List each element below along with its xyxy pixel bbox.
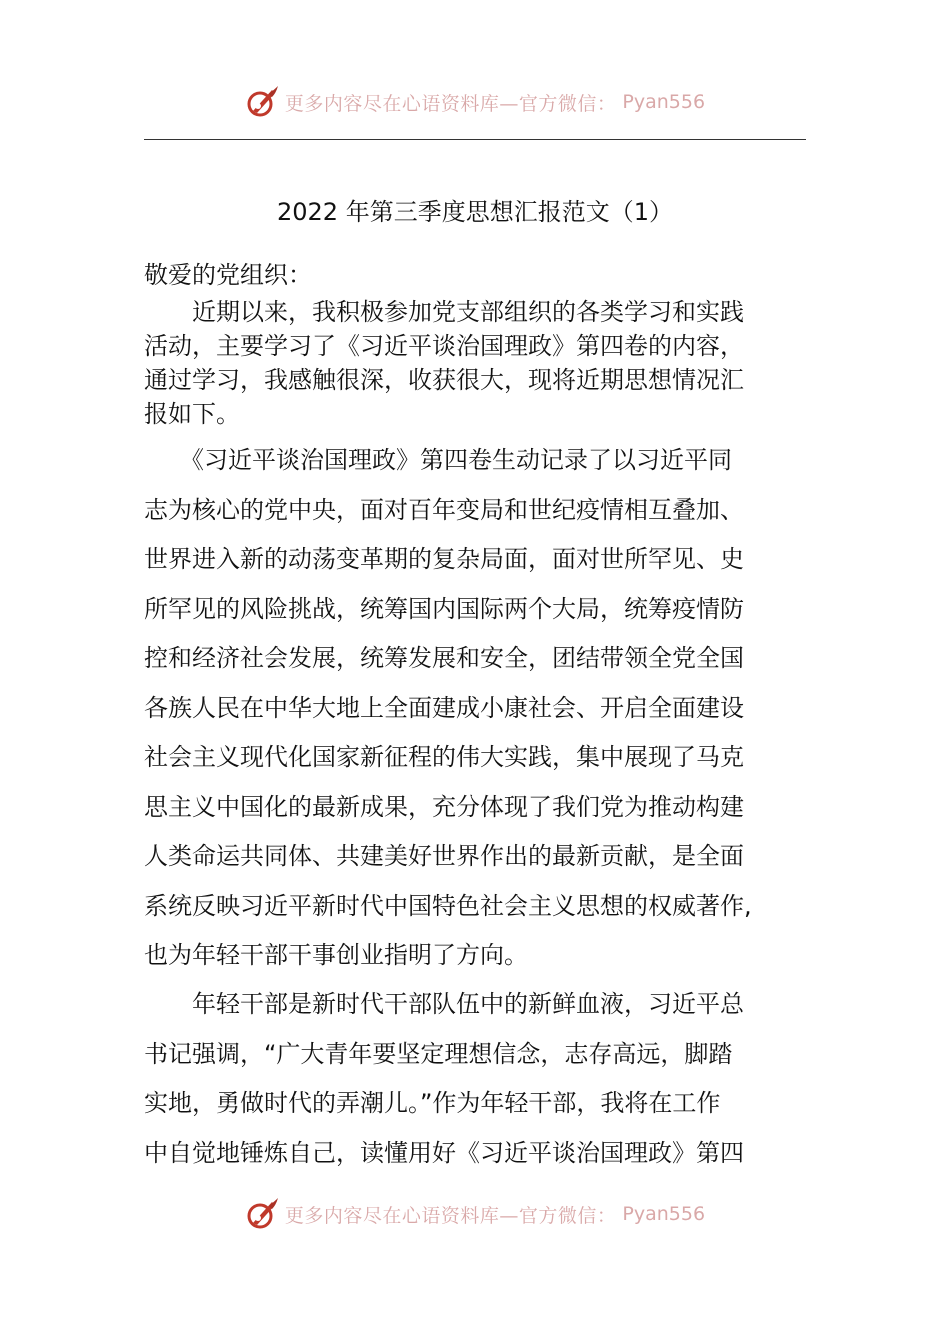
text-line: 志为核心的党中央，面对百年变局和世纪疫情相互叠加、 — [144, 495, 744, 524]
text-line: 书记强调，“广大青年要坚定理想信念，志存高远，脚踏 — [144, 1039, 733, 1068]
text-line: 报如下。 — [144, 400, 240, 428]
text-line: 人类命运共同体、共建美好世界作出的最新贡献，是全面 — [144, 842, 744, 870]
paragraph-2 — [144, 436, 806, 981]
text-line: 各族人民在中华大地上全面建成小康社会、开启全面建设 — [144, 693, 744, 722]
paragraph-1 — [144, 295, 806, 431]
banner-wechat-id: Pyan556 — [622, 91, 706, 113]
text-line: 世界进入新的动荡变革期的复杂局面，面对世所罕见、史 — [144, 545, 744, 573]
text-line: 活动，主要学习了《习近平谈治国理政》第四卷的内容， — [144, 332, 744, 360]
paragraph-3 — [144, 980, 806, 1178]
banner-text: 更多内容尽在心语资料库—官方微信： — [284, 1204, 617, 1227]
text-line: 系统反映习近平新时代中国特色社会主义思想的权威著作, — [144, 891, 752, 920]
text-line: 中自觉地锤炼自己，读懂用好《习近平谈治国理政》第四 — [144, 1138, 744, 1167]
footer-banner — [0, 1194, 950, 1234]
text-line: 实地，勇做时代的弄潮儿。”作为年轻干部，我将在工作 — [144, 1089, 721, 1117]
text-line: 《习近平谈治国理政》第四卷生动记录了以习近平同 — [144, 446, 732, 474]
text-line: 也为年轻干部干事创业指明了方向。 — [144, 941, 528, 969]
text-line: 年轻干部是新时代干部队伍中的新鲜血液，习近平总 — [144, 990, 744, 1018]
text-line: 通过学习，我感触很深，收获很大，现将近期思想情况汇 — [144, 366, 744, 394]
header-divider — [144, 139, 806, 140]
banner-text: 更多内容尽在心语资料库—官方微信： — [284, 92, 617, 115]
text-line: 思主义中国化的最新成果，充分体现了我们党为推动构建 — [144, 792, 744, 821]
text-line: 社会主义现代化国家新征程的伟大实践，集中展现了马克 — [144, 743, 744, 771]
text-line: 近期以来，我积极参加党支部组织的各类学习和实践 — [144, 298, 744, 326]
quill-logo-icon — [245, 1197, 279, 1231]
document-title: 2022 年第三季度思想汇报范文（1） — [277, 198, 673, 226]
text-line: 所罕见的风险挑战，统筹国内国际两个大局，统筹疫情防 — [144, 594, 744, 623]
salutation: 敬爱的党组织： — [144, 261, 312, 289]
text-line: 控和经济社会发展，统筹发展和安全，团结带领全党全国 — [144, 644, 744, 672]
header-banner — [0, 82, 950, 122]
banner-wechat-id: Pyan556 — [622, 1203, 706, 1225]
quill-logo-icon — [245, 85, 279, 119]
